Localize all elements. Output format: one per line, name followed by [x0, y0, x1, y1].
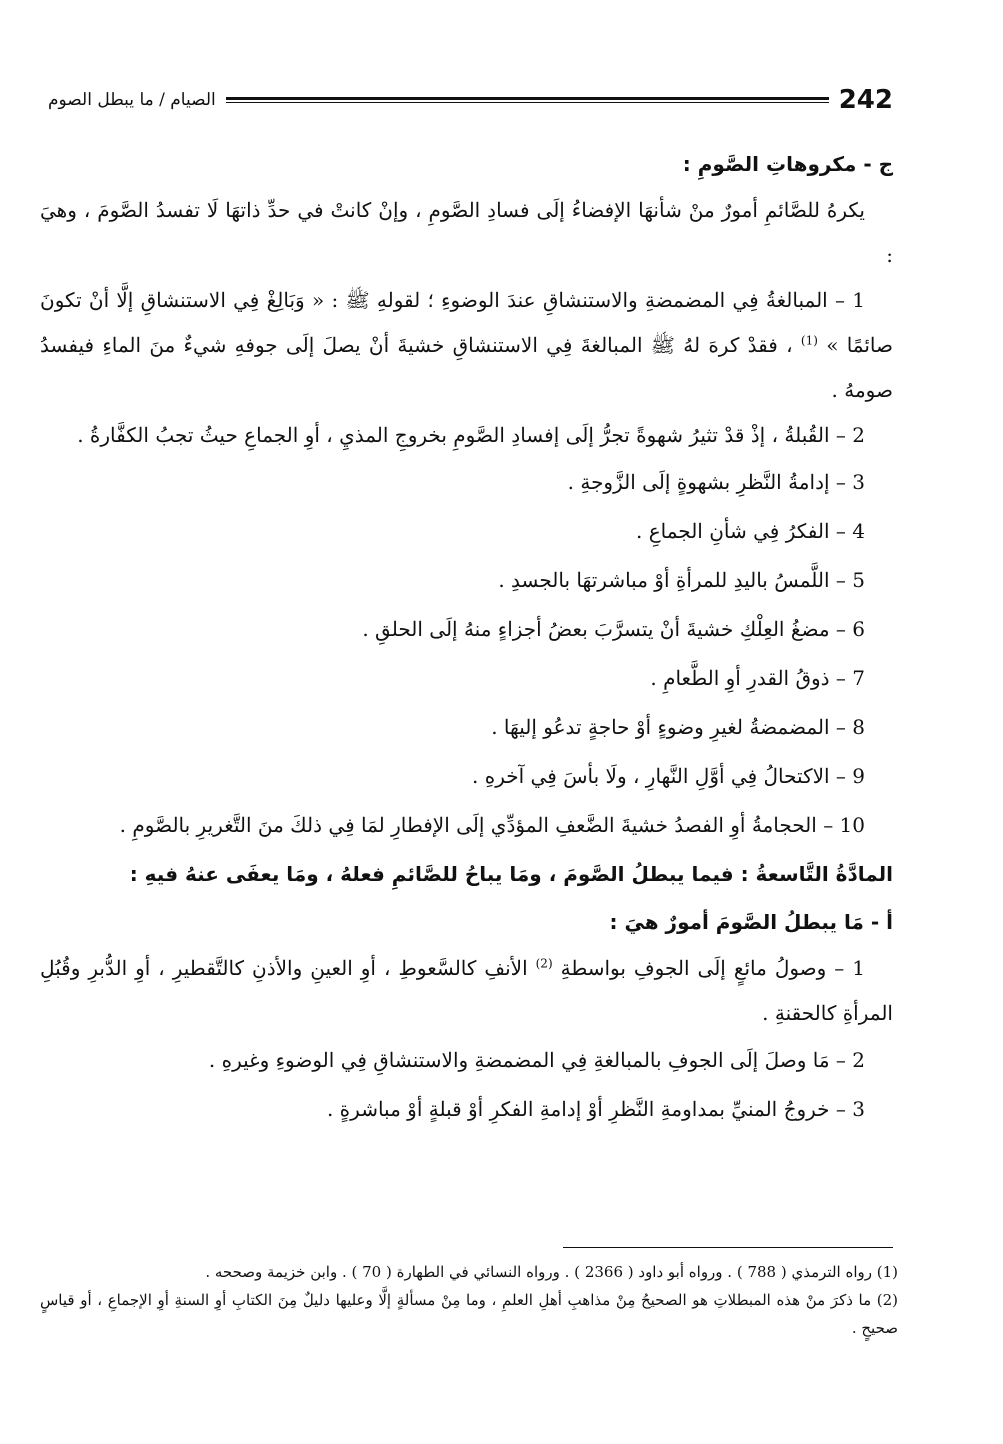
footnote-ref-1: (1) — [800, 333, 818, 348]
list-item-1 — [40, 278, 893, 413]
running-title: الصيام / ما يبطل الصوم — [48, 90, 216, 110]
list-item-text: 1 – وصولُ مائعٍ إلَى الجوفِ بواسطةِ — [560, 956, 866, 980]
article-heading: المادَّةُ التَّاسعةُ : فيما يبطلُ الصَّومَ ، ومَا يباحُ للصَّائمِ فعلهُ ، ومَا يعفَى عنهُ فيهِ : — [129, 862, 893, 886]
page-body — [40, 140, 893, 1134]
list-item-5: 5 – اللَّمسُ باليدِ للمرأةِ أوْ مباشرتهَا بالجسدِ . — [498, 568, 865, 592]
list-item-4: 4 – الفكرُ فِي شأنِ الجماعِ . — [635, 519, 865, 543]
page-number: 242 — [838, 85, 893, 115]
list-item-2: 2 – مَا وصلَ إلَى الجوفِ بالمبالغةِ فِي المضمضةِ والاستنشاقِ فِي الوضوءِ وغيرهِ . — [208, 1048, 865, 1072]
page-header — [48, 80, 893, 120]
list-item-3: 3 – خروجُ المنيِّ بمداومةِ النَّظرِ أوْ إدامةِ الفكرِ أوْ قبلةٍ أوْ مباشرةٍ . — [326, 1097, 865, 1121]
list-item-10: 10 – الحجامةُ أوِ الفصدُ خشيةَ الضَّعفِ المؤدِّي إلَى الإفطارِ لمَا فِي ذلكَ منَ التَّغريرِ بالصَّومِ . — [119, 813, 865, 837]
list-item-8: 8 – المضمضةُ لغيرِ وضوءٍ أوْ حاجةٍ تدعُو إليهَا . — [491, 715, 865, 739]
list-item-text: ، فقدْ كرهَ لهُ ﷺ المبالغةَ فِي الاستنشاقِ خشيةَ أنْ يصلَ إلَى جوفهِ شيءٌ منَ الماءِ فيفسدُ صومهُ . — [40, 333, 893, 402]
list-item-1 — [40, 946, 893, 1036]
footnote-rule — [563, 1247, 893, 1248]
list-item-2: 2 – القُبلةُ ، إذْ قدْ تثيرُ شهوةً تجرُّ إلَى إفسادِ الصَّومِ بخروجِ المذيِ ، أوِ الجماعِ حيثُ تجبُ الكفَّارةُ . — [77, 423, 865, 447]
list-item-text: الأنفِ كالسَّعوطِ ، أوِ العينِ والأذنِ كالتَّقطيرِ ، أوِ الدُّبرِ وقُبُلِ المرأةِ كالحقنةِ . — [40, 956, 893, 1025]
footnotes — [40, 1258, 898, 1342]
header-rule — [226, 97, 829, 103]
section-heading-makruhat: ج - مكروهاتِ الصَّومِ : — [682, 152, 893, 176]
section-heading-mubtilat: أ - مَا يبطلُ الصَّومَ أمورٌ هيَ : — [609, 910, 893, 934]
footnote-1: (1) رواه الترمذي ( 788 ) . ورواه أبو داود ( 2366 ) . ورواه النسائي في الطهارة ( 70 ) . وابن خزيمة وصححه . — [205, 1263, 898, 1281]
list-item-7: 7 – ذوقُ القدرِ أوِ الطَّعامِ . — [650, 666, 865, 690]
footnote-ref-2: (2) — [535, 956, 553, 971]
section-intro: يكرهُ للصَّائمِ أمورٌ منْ شأنهَا الإفضاءُ إلَى فسادِ الصَّومِ ، وإنْ كانتْ في حدِّ ذاتهَا لَا تفسدُ الصَّومَ ، وهيَ : — [40, 198, 893, 267]
list-item-9: 9 – الاكتحالُ فِي أوَّلِ النَّهارِ ، ولَا بأسَ فِي آخرهِ . — [472, 764, 865, 788]
list-item-6: 6 – مضغُ العِلْكِ خشيةَ أنْ يتسرَّبَ بعضُ أجزاءٍ منهُ إلَى الحلقِ . — [362, 617, 865, 641]
list-item-3: 3 – إدامةُ النَّظرِ بشهوةٍ إلَى الزَّوجةِ . — [567, 470, 865, 494]
footnote-2: (2) ما ذكرَ منْ هذه المبطلاتِ هو الصحيحُ مِنْ مذاهبِ أهلِ العلمِ ، وما مِنْ مسألةٍ إلَّا وعليها دليلٌ مِنَ الكتابِ أوِ السنةِ أوِ الإجماعِ ، أو قياسٍ صحيحٍ . — [40, 1291, 898, 1337]
list-item-text: 1 – المبالغةُ فِي المضمضةِ والاستنشاقِ عندَ الوضوءِ ؛ لقولهِ ﷺ : « وَبَالِغْ فِي الاستنشاقِ إلَّا أنْ تكونَ صائمًا » — [40, 288, 894, 357]
